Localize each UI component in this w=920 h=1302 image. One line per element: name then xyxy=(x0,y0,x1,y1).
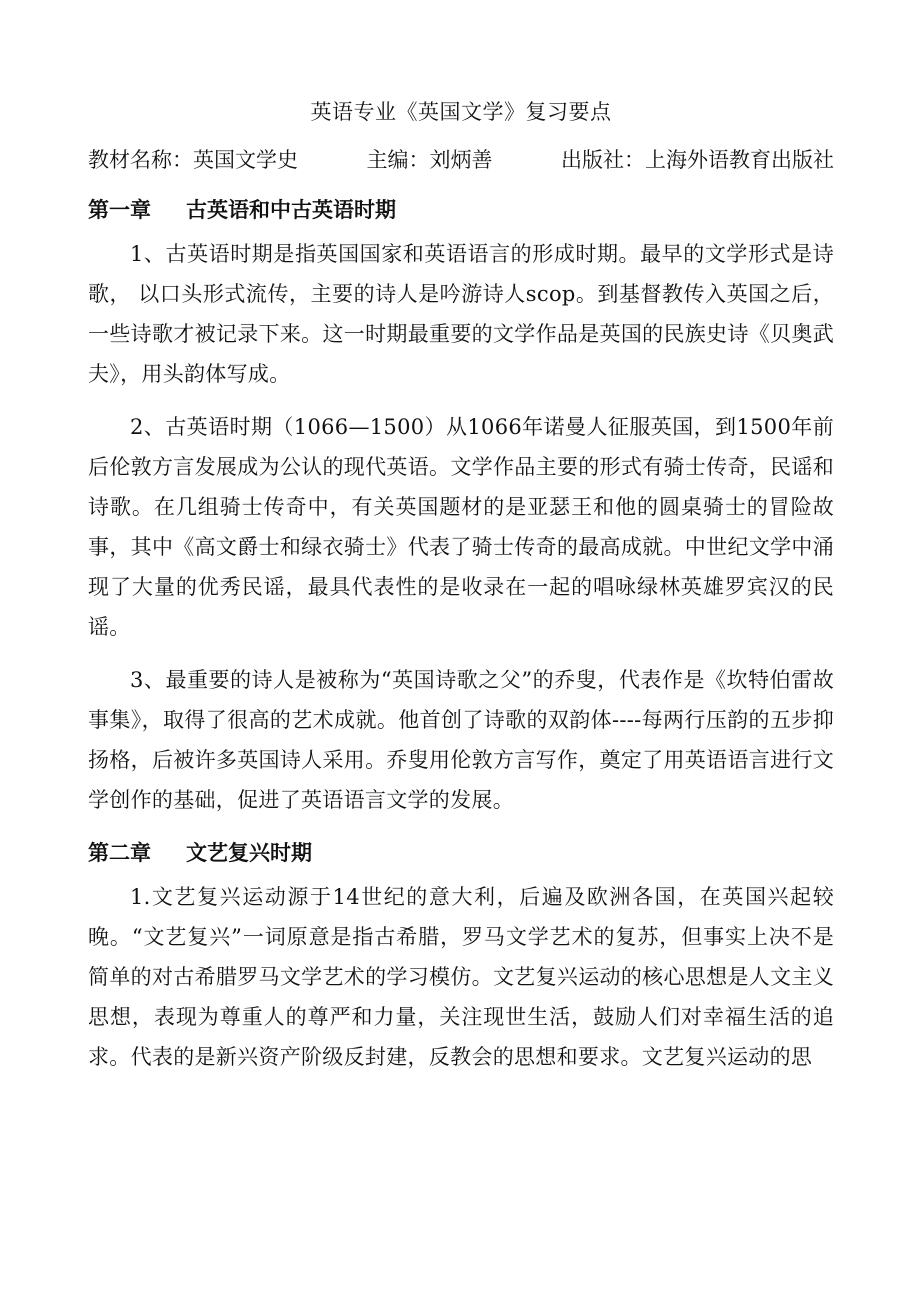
document-title: 英语专业《英国文学》复习要点 xyxy=(310,100,612,124)
chapter-heading xyxy=(88,190,834,230)
chapter-1 xyxy=(88,190,834,820)
paragraph: 1、古英语时期是指英国国家和英语语言的形成时期。最早的文学形式是诗歌， 以口头形式流传，主要的诗人是吟游诗人scop。到基督教传入英国之后，一些诗歌才被记录下来。这一时期最重要的文学作品是英国的民族史诗《贝奥武夫》，用头韵体写成。 xyxy=(88,242,834,386)
textbook-editor: 主编：刘炳善 xyxy=(366,148,493,172)
chapter-number: 第一章 xyxy=(88,197,151,222)
chapter-heading xyxy=(88,833,834,873)
paragraph: 1.文艺复兴运动源于14世纪的意大利，后遍及欧洲各国，在英国兴起较晚。“文艺复兴”一词原意是指古希腊，罗马文学艺术的复苏，但事实上决不是简单的对古希腊罗马文学艺术的学习模仿。文艺复兴运动的核心思想是人文主义思想，表现为尊重人的尊严和力量，关注现世生活，鼓励人们对幸福生活的追求。代表的是新兴资产阶级反封建，反教会的思想和要求。文艺复兴运动的思 xyxy=(88,885,834,1069)
textbook-name: 教材名称：英国文学史 xyxy=(88,148,298,172)
paragraph: 2、古英语时期（1066—1500）从1066年诺曼人征服英国，到1500年前后伦敦方言发展成为公认的现代英语。文学作品主要的形式有骑士传奇，民谣和诗歌。在几组骑士传奇中，有关英国题材的是亚瑟王和他的圆桌骑士的冒险故事，其中《高文爵士和绿衣骑士》代表了骑士传奇的最高成就。中世纪文学中涌现了大量的优秀民谣，最具代表性的是收录在一起的唱咏绿林英雄罗宾汉的民谣。 xyxy=(88,415,834,639)
chapter-title: 古英语和中古英语时期 xyxy=(186,197,396,222)
document-page xyxy=(88,92,834,1090)
paragraph: 3、最重要的诗人是被称为“英国诗歌之父”的乔叟，代表作是《坎特伯雷故事集》，取得了很高的艺术成就。他首创了诗歌的双韵体----每两行压韵的五步抑扬格，后被许多英国诗人采用。乔叟用伦敦方言写作，奠定了用英语语言进行文学创作的基础，促进了英语语言文学的发展。 xyxy=(88,668,834,812)
textbook-publisher: 出版社：上海外语教育出版社 xyxy=(561,148,834,172)
chapter-title: 文艺复兴时期 xyxy=(186,840,312,865)
chapter-2 xyxy=(88,833,834,1077)
chapter-number: 第二章 xyxy=(88,840,151,865)
textbook-info xyxy=(88,140,834,180)
